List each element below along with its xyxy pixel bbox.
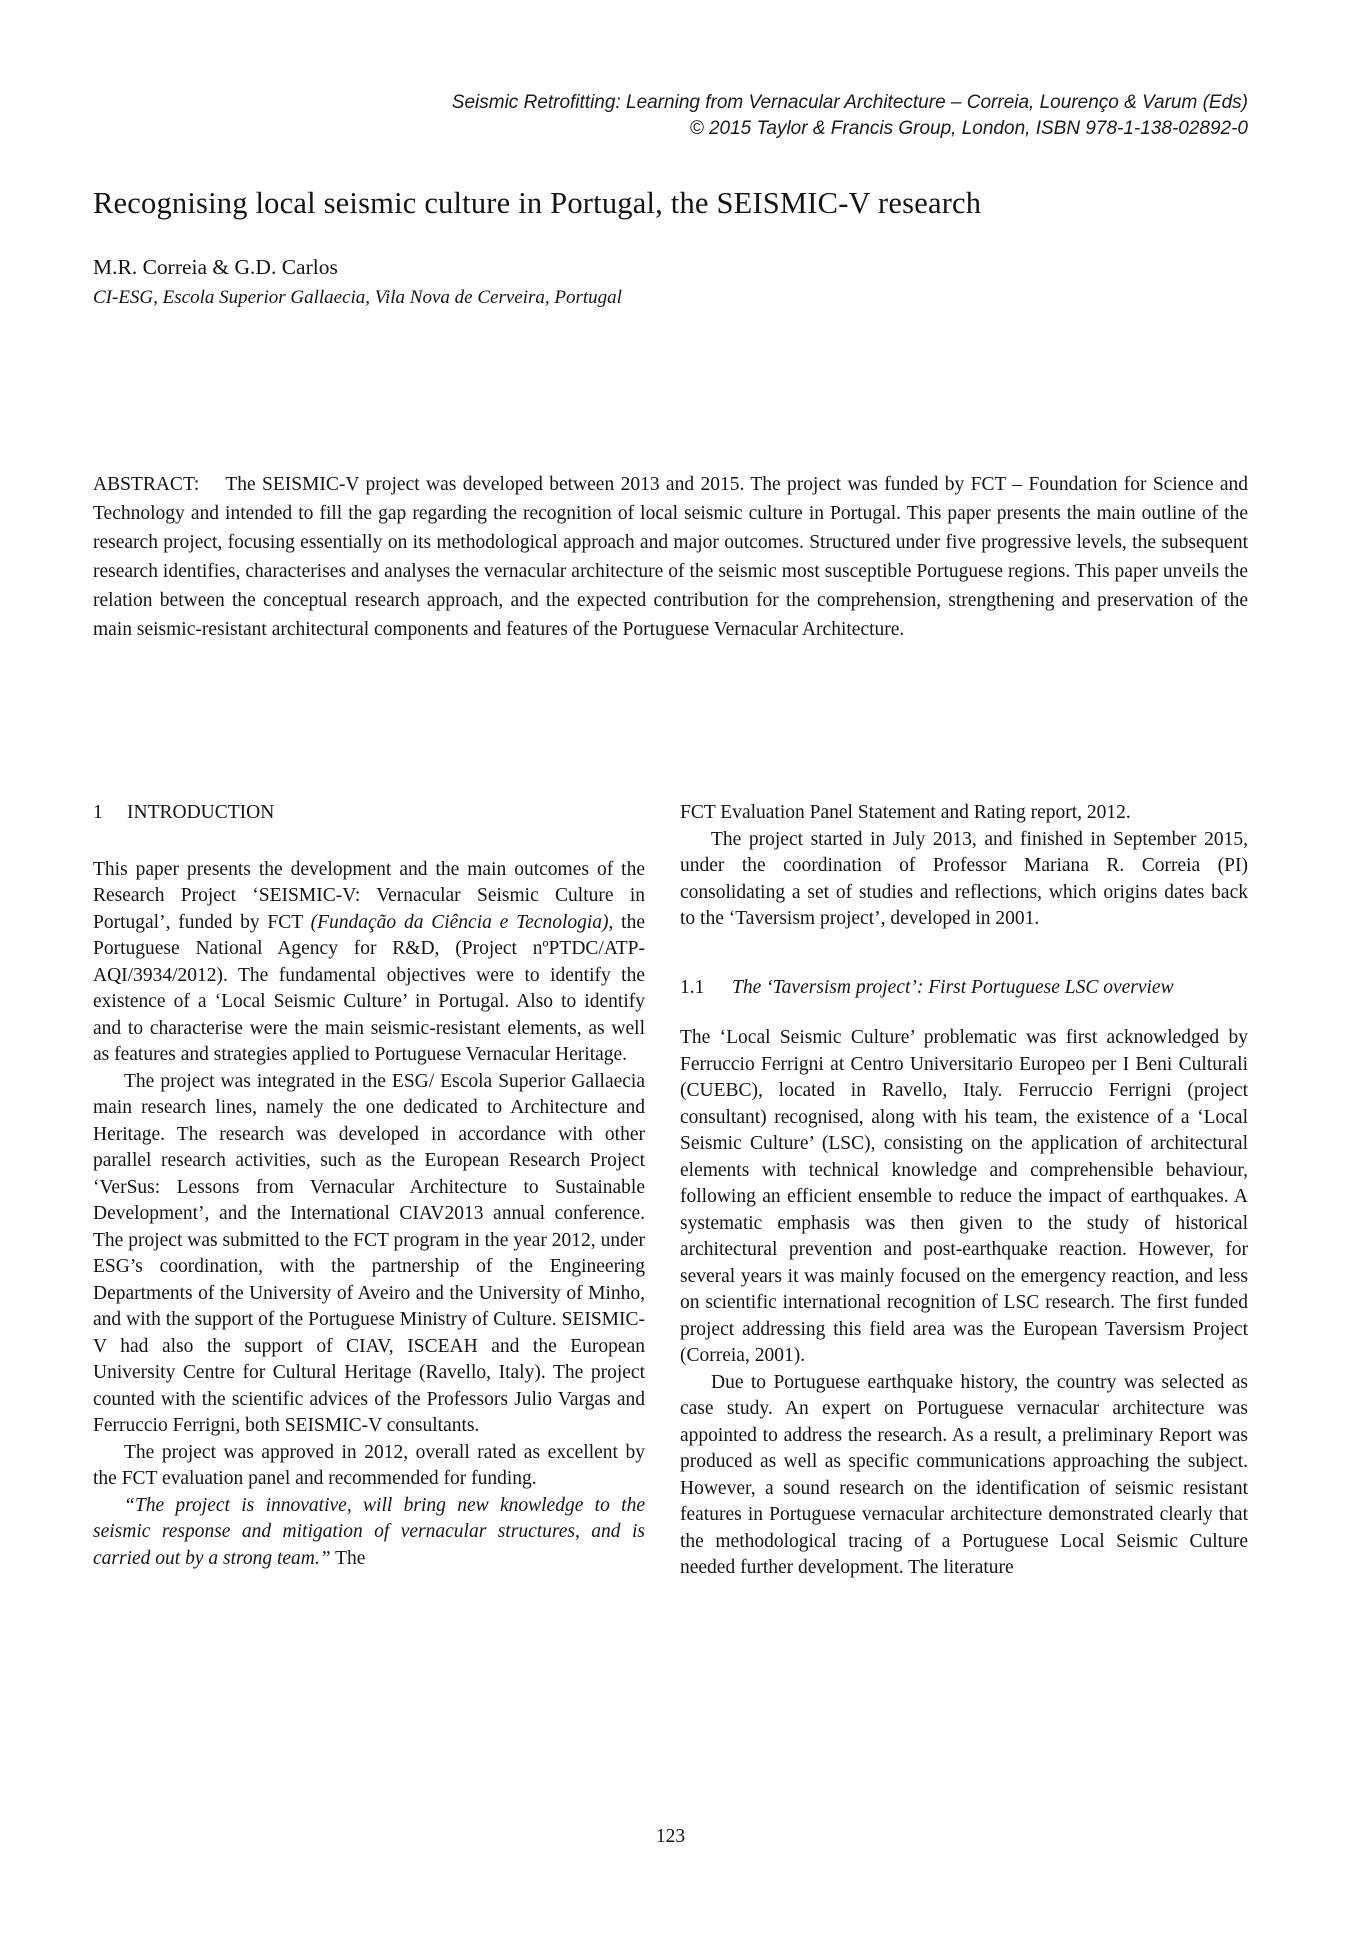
abstract-paragraph [93, 470, 1248, 644]
intro-paragraph-1-rest: , the Portuguese National Agency for R&D, (Project nºPTDC/ATP-AQI/3934/2012). The fundamental objectives were to identify the existence of a ‘Local Seismic Culture’ in Portugal. Also to identify and to characterise were the main seismic-resistant elements, as well as features and strategies applied to Portuguese Vernacular Heritage. [93, 911, 646, 1065]
intro-paragraph-4 [93, 1493, 645, 1573]
abstract [93, 470, 1248, 644]
intro-paragraph-2: The project was integrated in the ESG/ Escola Superior Gallaecia main research lines, namely the one dedicated to Architecture and Heritage. The research was developed in accordance with other parallel research activities, such as the European Research Project ‘VerSus: Lessons from Vernacular Architecture to Sustainable Development’, and the International CIAV2013 annual conference. The project was submitted to the FCT program in the year 2012, under ESG’s coordination, with the partnership of the Engineering Departments of the University of Aveiro and the University of Minho, and with the support of the Portuguese Ministry of Culture. SEISMIC-V had also the support of CIAV, ISCEAH and the European University Centre for Cultural Heritage (Ravello, Italy). The project counted with the scientific advices of the Professors Julio Vargas and Ferruccio Ferrigni, both SEISMIC-V consultants. [93, 1070, 645, 1436]
running-head-line-2: © 2015 Taylor & Francis Group, London, ISBN 978-1-138-02892-0 [689, 118, 1248, 139]
page-number: 123 [655, 1826, 686, 1847]
section-1-1-title: The ‘Taversism project’: First Portuguese LSC overview [732, 976, 1174, 998]
intro-paragraph-1 [93, 857, 645, 1069]
section-1-1-heading [680, 975, 1248, 1002]
section-1-number: 1 [93, 802, 103, 823]
left-column [93, 800, 645, 1582]
right-paragraph-2: The project started in July 2013, and finished in September 2015, under the coordination of Professor Mariana R. Correia (PI) consolidating a set of studies and reflections, which origins dates back to the ‘Taversism project’, developed in 2001. [680, 828, 1248, 929]
abstract-label: ABSTRACT: [93, 474, 200, 495]
right-column [680, 800, 1248, 1582]
running-head [93, 90, 1248, 142]
intro-paragraph-1-text: This paper presents the development and the main outcomes of the Research Project ‘SEISMIC-V: Vernacular Seismic Culture in Portugal’, funded by FCT [93, 858, 645, 933]
page-footer [93, 1826, 1248, 1848]
body-columns [93, 800, 1248, 1582]
abstract-text: The SEISMIC-V project was developed between 2013 and 2015. The project was funded by FCT – Foundation for Science and Technology and intended to fill the gap regarding the recognition of local seismic culture in Portugal. This paper presents the main outline of the research project, focusing essentially on its methodological approach and major outcomes. Structured under five progressive levels, the subsequent research identifies, characterises and analyses the vernacular architecture of the seismic most susceptible Portuguese regions. This paper unveils the relation between the conceptual research approach, and the expected contribution for the comprehension, strengthening and preservation of the main seismic-resistant architectural components and features of the Portuguese Vernacular Architecture. [93, 474, 1248, 640]
section-1-1-number: 1.1 [680, 976, 705, 998]
right-paragraph-4: Due to Portuguese earthquake history, the country was selected as case study. An expert on Portuguese vernacular architecture was appointed to address the research. As a result, a preliminary Report was produced as well as specific communications approaching the subject. However, a sound research on the identification of seismic resistant features in Portuguese vernacular architecture demonstrated clearly that the methodological tracing of a Portuguese Local Seismic Culture needed further development. The literature [680, 1371, 1248, 1578]
section-1-title: INTRODUCTION [127, 802, 275, 823]
intro-paragraph-3: The project was approved in 2012, overall rated as excellent by the FCT evaluation panel and recommended for funding. [93, 1441, 645, 1489]
evaluation-quote-continuation: The [330, 1547, 366, 1569]
right-paragraph-1: FCT Evaluation Panel Statement and Rating report, 2012. [680, 802, 1131, 823]
right-paragraph-3: The ‘Local Seismic Culture’ problematic was first acknowledged by Ferruccio Ferrigni at Centro Universitario Europeo per I Beni Culturali (CUEBC), located in Ravello, Italy. Ferruccio Ferrigni (project consultant) recognised, along with his team, the existence of a ‘Local Seismic Culture’ (LSC), consisting on the application of architectural elements with technical knowledge and comprehensible behaviour, following an efficient ensemble to reduce the impact of earthquakes. A systematic emphasis was then given to the study of historical architectural prevention and post-earthquake reaction. However, for several years it was mainly focused on the emergency reaction, and less on scientific international recognition of LSC research. The first funded project addressing this field area was the European Taversism Project (Correia, 2001). [680, 1027, 1248, 1366]
paper-title: Recognising local seismic culture in Portugal, the SEISMIC-V research [93, 186, 982, 220]
intro-paragraph-1-italic: (Fundação da Ciência e Tecnologia) [310, 911, 609, 933]
paper-affiliation: CI-ESG, Escola Superior Gallaecia, Vila Nova de Cerveira, Portugal [93, 287, 622, 308]
evaluation-quote: “The project is innovative, will bring new knowledge to the seismic response and mitigation of vernacular structures, and is carried out by a strong team.” [93, 1494, 645, 1569]
section-1-heading [93, 800, 645, 827]
running-head-line-1: Seismic Retrofitting: Learning from Vernacular Architecture – Correia, Lourenço & Varum (Eds) [451, 92, 1248, 113]
paper-authors: M.R. Correia & G.D. Carlos [93, 255, 338, 279]
